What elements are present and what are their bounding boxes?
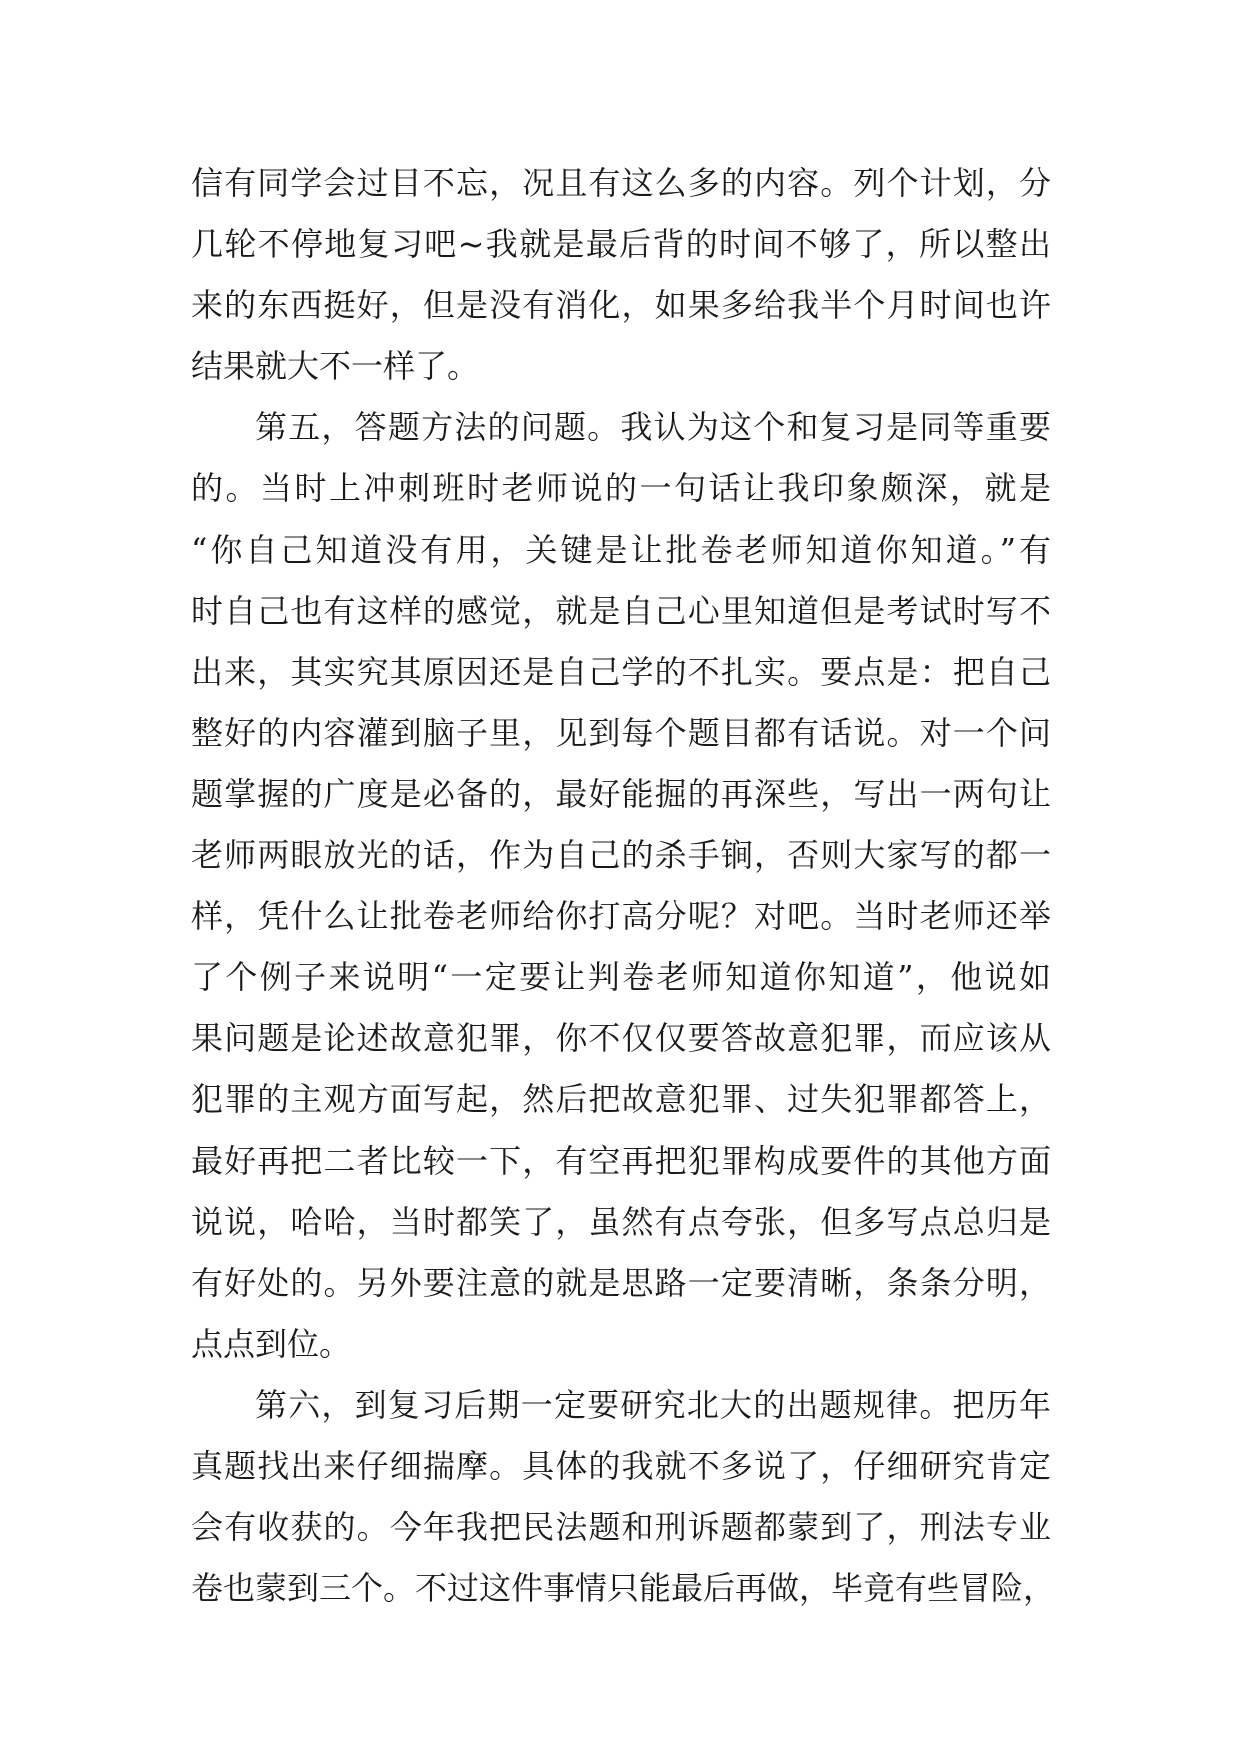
text-line: 点点到位。 — [191, 1324, 352, 1363]
text-line: “你自己知道没有用，关键是让批卷老师知道你知道。”有 — [191, 530, 1051, 569]
text-line: 样，凭什么让批卷老师给你打高分呢？对吧。当时老师还举 — [191, 897, 1051, 936]
text-line: 老师两眼放光的话，作为自己的杀手锏，否则大家写的都一 — [191, 836, 1051, 875]
text-line: 犯罪的主观方面写起，然后把故意犯罪、过失犯罪都答上， — [191, 1080, 1051, 1119]
paragraph — [191, 1375, 1056, 1619]
text-line: 会有收获的。今年我把民法题和刑诉题都蒙到了，刑法专业 — [191, 1508, 1051, 1547]
body-text — [191, 153, 1056, 1619]
text-line: 结果就大不一样了。 — [191, 347, 480, 386]
text-line: 说说，哈哈，当时都笑了，虽然有点夸张，但多写点总归是 — [191, 1202, 1051, 1241]
text-line: 第六，到复习后期一定要研究北大的出题规律。把历年 — [255, 1385, 1051, 1424]
text-line: 最好再把二者比较一下，有空再把犯罪构成要件的其他方面 — [191, 1141, 1051, 1180]
text-line: 信有同学会过目不忘，况且有这么多的内容。列个计划，分 — [191, 164, 1051, 202]
text-line: 真题找出来仔细揣摩。具体的我就不多说了，仔细研究肯定 — [191, 1446, 1051, 1485]
text-line: 出来，其实究其原因还是自己学的不扎实。要点是：把自己 — [191, 652, 1051, 691]
text-line: 第五，答题方法的问题。我认为这个和复习是同等重要 — [255, 408, 1051, 447]
text-line: 了个例子来说明“一定要让判卷老师知道你知道”，他说如 — [191, 958, 1051, 997]
text-line: 有好处的。另外要注意的就是思路一定要清晰，条条分明， — [191, 1263, 1051, 1302]
text-line: 几轮不停地复习吧~我就是最后背的时间不够了，所以整出 — [191, 225, 1051, 264]
text-line: 卷也蒙到三个。不过这件事情只能最后再做，毕竟有些冒险， — [191, 1569, 1056, 1608]
text-line: 时自己也有这样的感觉，就是自己心里知道但是考试时写不 — [191, 591, 1051, 630]
text-line: 果问题是论述故意犯罪，你不仅仅要答故意犯罪，而应该从 — [191, 1019, 1051, 1058]
paragraph — [191, 153, 1051, 397]
text-line: 来的东西挺好，但是没有消化，如果多给我半个月时间也许 — [191, 286, 1051, 325]
text-line: 的。当时上冲刺班时老师说的一句话让我印象颇深，就是 — [191, 469, 1051, 508]
text-line: 题掌握的广度是必备的，最好能掘的再深些，写出一两句让 — [191, 774, 1051, 813]
paragraph — [191, 397, 1051, 1375]
text-line: 整好的内容灌到脑子里，见到每个题目都有话说。对一个问 — [191, 713, 1051, 752]
